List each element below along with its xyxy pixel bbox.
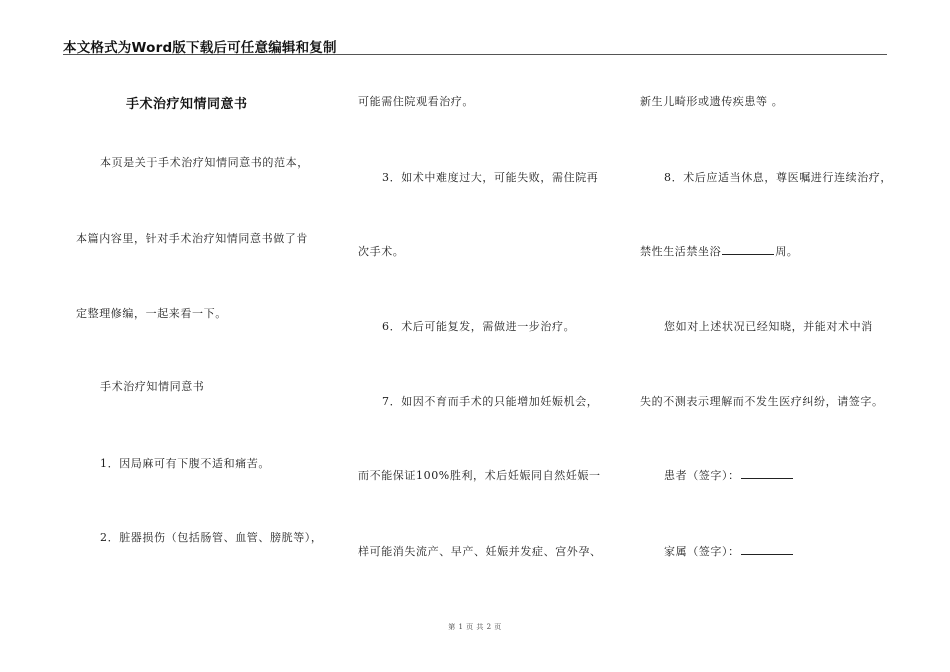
paragraph-line: 新生儿畸形或遗传疾患等 。 [640, 95, 784, 108]
paragraph-line: 而不能保证100%胜利，术后妊娠同自然妊娠一 [358, 469, 601, 482]
page-number: 第 1 页 共 2 页 [448, 623, 502, 631]
weeks-blank[interactable] [722, 244, 774, 255]
family-signature-blank[interactable] [741, 544, 793, 555]
paragraph-line: 本页是关于手术治疗知情同意书的范本， [100, 156, 309, 169]
paragraph-line: 您如对上述状况已经知晓，并能对术中消 [664, 320, 873, 333]
family-signature-line [664, 543, 794, 559]
family-signature-label: 家属（签字）： [664, 545, 740, 558]
page-header [63, 36, 887, 55]
paragraph-line: 失的不测表示理解而不发生医疗纠纷，请签字。 [640, 395, 884, 408]
document-title: 手术治疗知情同意书 [126, 97, 248, 112]
abstinence-line [640, 243, 798, 259]
list-item: 7．如因不育而手术的只能增加妊娠机会， [382, 395, 599, 408]
paragraph-line: 可能需住院观看治疗。 [358, 95, 474, 108]
paragraph-line: 本篇内容里，针对手术治疗知情同意书做了肯 [76, 232, 308, 245]
list-item: 6．术后可能复发，需做进一步治疗。 [382, 320, 576, 333]
patient-signature-line [664, 467, 794, 483]
list-item: 1．因局麻可有下腹不适和痛苦。 [100, 457, 270, 470]
abstinence-text: 禁性生活禁坐浴 [640, 245, 722, 258]
patient-signature-blank[interactable] [741, 468, 793, 479]
header-text: 本文格式为Word版下载后可任意编辑和复制 [63, 40, 337, 56]
paragraph-line: 次手术。 [358, 245, 405, 258]
patient-signature-label: 患者（签字）： [664, 469, 740, 482]
weeks-suffix: 周。 [775, 245, 799, 258]
paragraph-line: 样可能消失流产、早产、妊娠并发症、宫外孕、 [358, 545, 602, 558]
list-item: 8．术后应适当休息，尊医嘱进行连续治疗， [664, 171, 892, 184]
list-item: 3．如术中难度过大，可能失败，需住院再 [382, 171, 599, 184]
list-item: 2．脏器损伤（包括肠管、血管、膀胱等）， [100, 531, 323, 544]
paragraph-line: 定整理修编，一起来看一下。 [76, 307, 227, 320]
section-heading: 手术治疗知情同意书 [100, 380, 205, 393]
